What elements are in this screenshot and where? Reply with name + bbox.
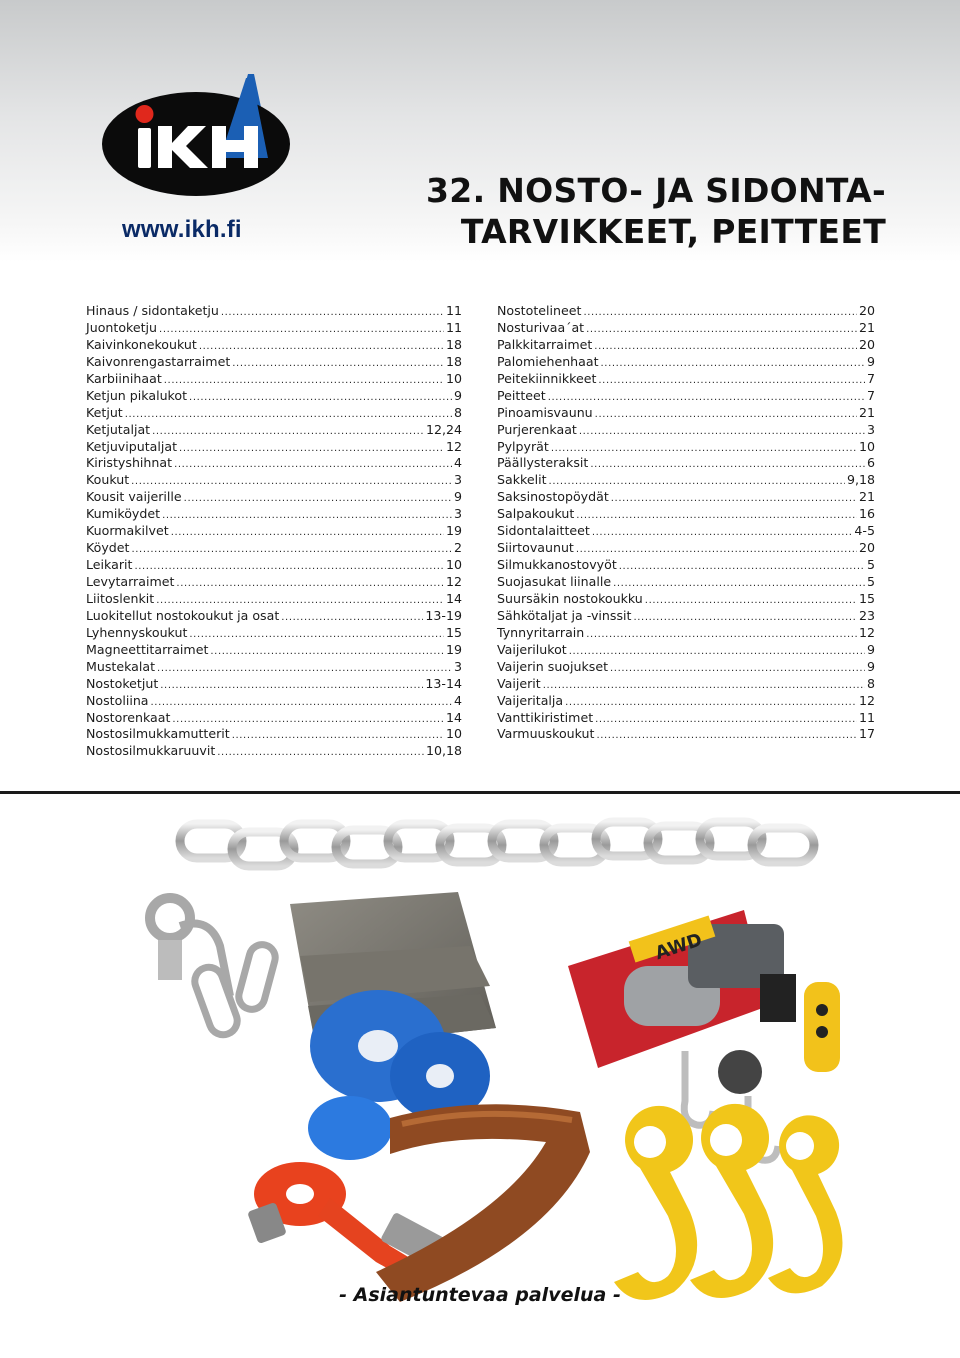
index-dot-leader	[590, 459, 865, 470]
index-entry-name: Nostorenkaat	[86, 709, 171, 725]
index-entry	[86, 506, 462, 523]
index-entry	[86, 388, 462, 405]
index-entry	[86, 303, 462, 320]
index-entry-name: Nostosilmukkamutterit	[86, 726, 230, 742]
index-dot-leader	[596, 730, 857, 741]
index-dot-leader	[579, 426, 865, 437]
index-dot-leader	[633, 612, 856, 623]
index-entry	[86, 659, 462, 676]
index-dot-leader	[125, 409, 452, 420]
index-entry-page: 12	[858, 692, 875, 708]
index-entry-page: 4	[453, 692, 462, 708]
index-entry	[497, 523, 875, 540]
index-entry-name: Vaijeritalja	[497, 692, 564, 708]
index-entry-page: 19	[445, 641, 462, 657]
index-entry	[86, 337, 462, 354]
index-entry-name: Palomiehenhaat	[497, 353, 599, 369]
index-entry-name: Tynnyritarrain	[497, 624, 585, 640]
index-entry-name: Vaijerit	[497, 675, 541, 691]
index-dot-leader	[134, 561, 444, 572]
index-dot-leader	[619, 561, 865, 572]
index-entry-name: Kousit vaijerille	[86, 489, 182, 505]
index-dot-leader	[645, 595, 857, 606]
index-entry-name: Kuormakilvet	[86, 523, 169, 539]
index-entry-page: 23	[858, 607, 875, 623]
index-entry	[86, 540, 462, 557]
index-dot-leader	[595, 409, 857, 420]
index-entry-page: 6	[866, 455, 875, 471]
index-entry-name: Päällysteraksit	[497, 455, 589, 471]
index-entry	[497, 489, 875, 506]
index-entry	[497, 371, 875, 388]
index-entry	[497, 710, 875, 727]
index-entry-name: Silmukkanostovyöt	[497, 557, 617, 573]
index-dot-leader	[613, 578, 865, 589]
index-dot-leader	[601, 358, 865, 369]
website-url[interactable]: www.ikh.fi	[122, 216, 242, 243]
index-entry	[497, 388, 875, 405]
index-entry-page: 10	[445, 557, 462, 573]
index-entry-name: Kaivonrengastarraimet	[86, 353, 231, 369]
index-entry	[497, 642, 875, 659]
index-entry-name: Levytarraimet	[86, 574, 175, 589]
index-dot-leader	[543, 680, 865, 691]
index-entry	[86, 354, 462, 371]
index-dot-leader	[131, 544, 452, 555]
index-entry-name: Kumiköydet	[86, 506, 161, 522]
index-dot-leader	[548, 392, 865, 403]
index-entry-page: 9	[453, 489, 462, 505]
index-dot-leader	[164, 375, 444, 386]
index-dot-leader	[162, 510, 452, 521]
index-entry-page: 21	[858, 404, 875, 420]
index-entry-page: 11	[445, 303, 462, 318]
index-entry	[86, 625, 462, 642]
slogan-text: - Asiantuntevaa palvelua -	[339, 1284, 621, 1306]
index-entry	[497, 320, 875, 337]
index-entry-page: 7	[866, 387, 875, 403]
index-entry	[497, 422, 875, 439]
index-dot-leader	[172, 714, 444, 725]
index-entry-page: 3	[866, 421, 875, 437]
index-entry	[497, 693, 875, 710]
index-entry-page: 10	[445, 726, 462, 742]
index-entry-name: Ketjutaljat	[86, 421, 151, 437]
index-entry-name: Pylpyrät	[497, 438, 549, 454]
index-entry	[86, 574, 462, 591]
index-entry	[497, 540, 875, 557]
index-entry	[86, 557, 462, 574]
index-entry	[86, 439, 462, 456]
index-dot-leader	[232, 730, 444, 741]
index-entry-name: Kiristyshihnat	[86, 455, 173, 471]
index-entry	[86, 591, 462, 608]
index-entry-name: Vanttikiristimet	[497, 709, 594, 725]
index-entry-page: 14	[445, 590, 462, 606]
index-entry	[497, 557, 875, 574]
index-dot-leader	[210, 646, 444, 657]
index-entry	[497, 506, 875, 523]
index-entry-name: Saksinostopöydät	[497, 489, 609, 505]
eye-bolt-image	[150, 898, 278, 1039]
index-dot-leader	[221, 307, 444, 318]
index-entry-name: Lyhennyskoukut	[86, 624, 188, 640]
product-collage-image	[140, 806, 880, 1326]
index-entry-page: 12,24	[425, 421, 462, 437]
index-entry-page: 20	[858, 336, 875, 352]
index-entry-page: 14	[445, 709, 462, 725]
index-entry-name: Vaijerilukot	[497, 641, 567, 657]
index-entry-page: 3	[453, 506, 462, 522]
index-entry-name: Leikarit	[86, 557, 133, 573]
index-entry-name: Salpakoukut	[497, 506, 575, 522]
index-entry-page: 3	[453, 658, 462, 674]
yellow-hooks-image	[614, 1104, 842, 1300]
index-dot-leader	[199, 341, 444, 352]
index-entry-page: 12	[858, 624, 875, 640]
index-entry-name: Hinaus / sidontaketju	[86, 303, 219, 318]
index-entry	[86, 710, 462, 727]
index-entry-page: 5	[866, 557, 875, 573]
index-entry-name: Mustekalat	[86, 658, 156, 674]
index-dot-leader	[156, 595, 444, 606]
index-entry-name: Juontoketju	[86, 319, 158, 335]
index-entry	[86, 726, 462, 743]
index-dot-leader	[184, 493, 452, 504]
index-entry-name: Sakkelit	[497, 472, 547, 488]
index-entry-page: 4	[453, 455, 462, 471]
index-dot-leader	[594, 341, 857, 352]
index-entry-page: 18	[445, 353, 462, 369]
index-dot-leader	[610, 663, 865, 674]
header-band	[0, 0, 960, 262]
index-entry-name: Nosturivaa´at	[497, 319, 585, 335]
index-entry-page: 7	[866, 370, 875, 386]
index-dot-leader	[159, 324, 444, 335]
index-entry-name: Luokitellut nostokoukut ja osat	[86, 607, 280, 623]
index-entry-name: Nostotelineet	[497, 303, 582, 318]
index-entry-page: 10	[445, 370, 462, 386]
index-entry-page: 9	[453, 387, 462, 403]
index-entry-page: 11	[445, 319, 462, 335]
index-entry	[86, 405, 462, 422]
index-dot-leader	[281, 612, 423, 623]
index-entry-page: 21	[858, 489, 875, 505]
index-entry-name: Palkkitarraimet	[497, 336, 593, 352]
index-dot-leader	[569, 646, 865, 657]
index-entry-page: 9,18	[846, 472, 875, 488]
index-entry	[86, 455, 462, 472]
index-entry-page: 10	[858, 438, 875, 454]
index-entry-page: 9	[866, 641, 875, 657]
index-entry-name: Sidontalaitteet	[497, 523, 590, 539]
index-dot-leader	[152, 426, 424, 437]
index-dot-leader	[611, 493, 857, 504]
index-entry-name: Karbiinihaat	[86, 370, 162, 386]
index-entry	[86, 320, 462, 337]
page-title	[426, 170, 886, 252]
index-dot-leader	[595, 714, 857, 725]
index-entry-name: Vaijerin suojukset	[497, 658, 609, 674]
index-entry	[497, 659, 875, 676]
section-divider	[0, 791, 960, 794]
index-entry	[497, 354, 875, 371]
index-dot-leader	[151, 697, 452, 708]
index-dot-leader	[131, 476, 452, 487]
index-entry-name: Nostosilmukkaruuvit	[86, 743, 216, 759]
index-entry	[86, 371, 462, 388]
index-entry	[86, 523, 462, 540]
index-entry-page: 21	[858, 319, 875, 335]
index-entry-page: 5	[866, 574, 875, 589]
index-list-right	[497, 303, 875, 743]
index-dot-leader	[160, 680, 423, 691]
index-entry	[86, 642, 462, 659]
index-entry-name: Koukut	[86, 472, 130, 488]
index-entry-page: 19	[445, 523, 462, 539]
index-entry-name: Pinoamisvaunu	[497, 404, 593, 420]
index-entry-name: Kaivinkonekoukut	[86, 336, 197, 352]
index-entry-name: Peitekiinnikkeet	[497, 370, 597, 386]
index-entry-page: 15	[445, 624, 462, 640]
index-dot-leader	[189, 392, 452, 403]
index-entry	[86, 676, 462, 693]
index-entry-page: 9	[866, 658, 875, 674]
index-dot-leader	[157, 663, 452, 674]
chain-image	[180, 822, 814, 866]
index-dot-leader	[583, 307, 857, 318]
index-entry-name: Purjerenkaat	[497, 421, 577, 437]
index-entry-name: Nostoliina	[86, 692, 149, 708]
index-entry-page: 8	[453, 404, 462, 420]
index-list-left	[86, 303, 462, 760]
index-entry	[497, 439, 875, 456]
index-entry-page: 13-19	[425, 607, 462, 623]
index-entry	[497, 455, 875, 472]
index-entry-name: Nostoketjut	[86, 675, 159, 691]
index-entry	[497, 337, 875, 354]
index-dot-leader	[598, 375, 865, 386]
index-entry-page: 15	[858, 590, 875, 606]
index-entry	[497, 405, 875, 422]
index-entry	[86, 743, 462, 760]
index-dot-leader	[576, 544, 857, 555]
index-dot-leader	[565, 697, 857, 708]
index-entry-page: 4-5	[854, 523, 875, 539]
title-line-2: TARVIKKEET, PEITTEET	[460, 212, 886, 251]
index-entry-page: 12	[445, 574, 462, 589]
index-entry-name: Suursäkin nostokoukku	[497, 590, 643, 606]
index-dot-leader	[551, 443, 857, 454]
index-entry	[86, 608, 462, 625]
index-dot-leader	[232, 358, 444, 369]
index-entry-name: Sähkötaljat ja -vinssit	[497, 607, 632, 623]
index-dot-leader	[217, 747, 424, 758]
index-entry-name: Ketjun pikalukot	[86, 387, 188, 403]
index-entry-page: 20	[858, 540, 875, 556]
index-entry-name: Köydet	[86, 540, 130, 556]
index-entry	[497, 472, 875, 489]
index-entry	[86, 489, 462, 506]
index-dot-leader	[176, 578, 444, 589]
index-entry	[497, 303, 875, 320]
index-entry-page: 13-14	[425, 675, 462, 691]
index-entry	[86, 422, 462, 439]
index-dot-leader	[586, 629, 857, 640]
index-entry	[497, 591, 875, 608]
index-entry-name: Ketjut	[86, 404, 123, 420]
index-entry-page: 17	[858, 726, 875, 742]
index-entry-page: 12	[445, 438, 462, 454]
index-entry	[497, 625, 875, 642]
index-entry	[497, 676, 875, 693]
index-dot-leader	[576, 510, 857, 521]
index-entry-page: 2	[453, 540, 462, 556]
index-dot-leader	[174, 459, 452, 470]
index-dot-leader	[189, 629, 444, 640]
index-entry-page: 8	[866, 675, 875, 691]
svg-text:AWD: AWD	[652, 929, 705, 965]
index-entry-name: Liitoslenkit	[86, 590, 155, 606]
index-entry-page: 20	[858, 303, 875, 318]
index-entry-page: 18	[445, 336, 462, 352]
index-entry-name: Peitteet	[497, 387, 546, 403]
svg-text:IKH: IKH	[98, 70, 100, 71]
index-entry-name: Siirtovaunut	[497, 540, 574, 556]
index-entry-page: 3	[453, 472, 462, 488]
index-entry-page: 10,18	[425, 743, 462, 759]
index-entry	[497, 574, 875, 591]
index-entry-page: 11	[858, 709, 875, 725]
index-dot-leader	[549, 476, 845, 487]
index-dot-leader	[179, 443, 444, 454]
index-dot-leader	[171, 527, 444, 538]
index-entry	[86, 693, 462, 710]
index-dot-leader	[586, 324, 857, 335]
index-entry	[497, 726, 875, 743]
index-entry	[497, 608, 875, 625]
ikh-logo	[98, 70, 298, 202]
index-entry-page: 9	[866, 353, 875, 369]
title-line-1: 32. NOSTO- JA SIDONTA-	[426, 171, 886, 210]
index-dot-leader	[592, 527, 853, 538]
index-entry-name: Ketjuviputaljat	[86, 438, 178, 454]
index-entry	[86, 472, 462, 489]
lifting-sling-image	[376, 1104, 590, 1302]
index-entry-page: 16	[858, 506, 875, 522]
index-entry-name: Magneettitarraimet	[86, 641, 209, 657]
index-entry-name: Suojasukat liinalle	[497, 574, 612, 589]
index-entry-name: Varmuuskoukut	[497, 726, 595, 742]
